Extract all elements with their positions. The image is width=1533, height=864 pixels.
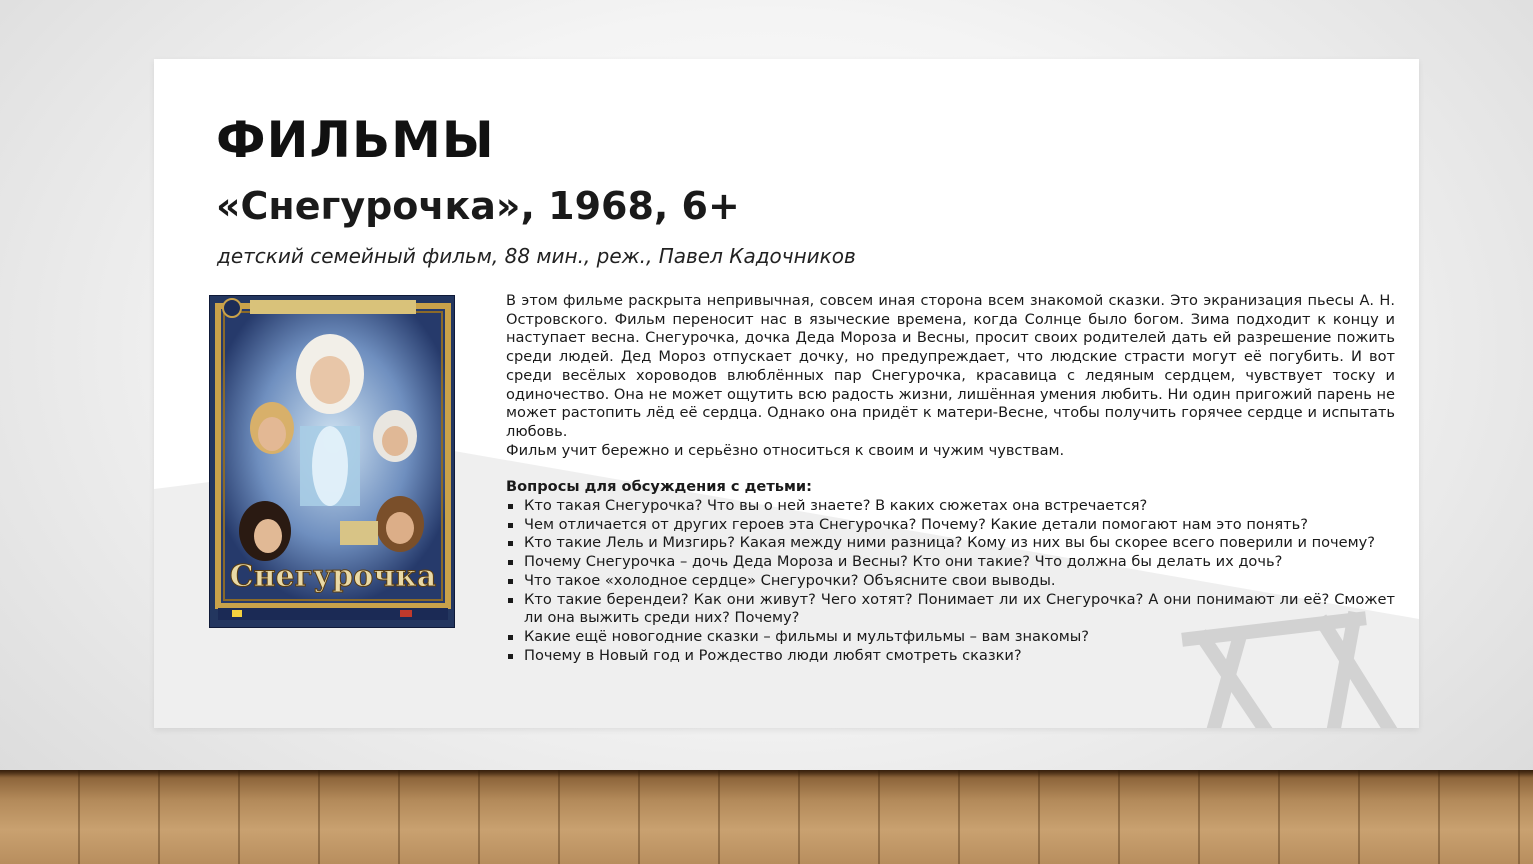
- film-meta: детский семейный фильм, 88 мин., реж., Павел Кадочников: [217, 244, 856, 268]
- question-item: Какие ещё новогодние сказки – фильмы и мультфильмы – вам знакомы?: [506, 628, 1395, 647]
- question-item: Кто такие Лель и Мизгирь? Какая между ними разница? Кому из них вы бы скорее всего поверили и почему?: [506, 534, 1395, 553]
- question-item: Почему в Новый год и Рождество люди любят смотреть сказки?: [506, 647, 1395, 666]
- question-item: Кто такие берендеи? Как они живут? Чего хотят? Понимает ли их Снегурочка? А они понимают ли её? Сможет ли она выжить среди них? Почему?: [506, 591, 1395, 628]
- film-description-block: [506, 292, 1395, 665]
- question-item: Кто такая Снегурочка? Что вы о ней знаете? В каких сюжетах она встречается?: [506, 497, 1395, 516]
- question-item: Чем отличается от других героев эта Снегурочка? Почему? Какие детали помогают нам это понять?: [506, 516, 1395, 535]
- questions-heading: Вопросы для обсуждения с детьми:: [506, 478, 812, 496]
- poster-title: Снегурочка: [229, 559, 437, 594]
- question-item: Почему Снегурочка – дочь Деда Мороза и Весны? Кто они такие? Что должна бы делать их дочь?: [506, 553, 1395, 572]
- film-poster: [209, 295, 455, 628]
- slide: [154, 59, 1419, 728]
- wooden-floor: [0, 770, 1533, 864]
- film-description-closing: Фильм учит бережно и серьёзно относиться к своим и чужим чувствам.: [506, 441, 1065, 459]
- questions-list: [506, 497, 1395, 665]
- question-item: Что такое «холодное сердце» Снегурочки? Объясните свои выводы.: [506, 572, 1395, 591]
- film-description: В этом фильме раскрыта непривычная, совсем иная сторона всем знакомой сказки. Это экранизация пьесы А. Н. Островского. Фильм переносит нас в языческие времена, когда Солнце было богом. Зима подходит к концу и наступает весна. Снегурочка, дочка Деда Мороза и Весны, просит своих родителей дать ей разрешение пожить среди людей. Дед Мороз отпускает дочку, но предупреждает, что людские страсти могут её погубить. И вот среди весёлых хороводов влюблённых пар Снегурочка, красавица с ледяным сердцем, чувствует тоску и одиночество. Она не может ощутить всю радость жизни, лишённая умения любить. Ни один пригожий парень не может растопить лёд её сердца. Однако она придёт к матери-Весне, чтобы получить горячее сердце и испытать любовь.: [506, 292, 1395, 440]
- film-title: «Снегурочка», 1968, 6+: [216, 184, 740, 228]
- floor-shadow: [0, 770, 1533, 778]
- poster-artwork: [210, 296, 455, 628]
- slide-title: ФИЛЬМЫ: [216, 111, 495, 169]
